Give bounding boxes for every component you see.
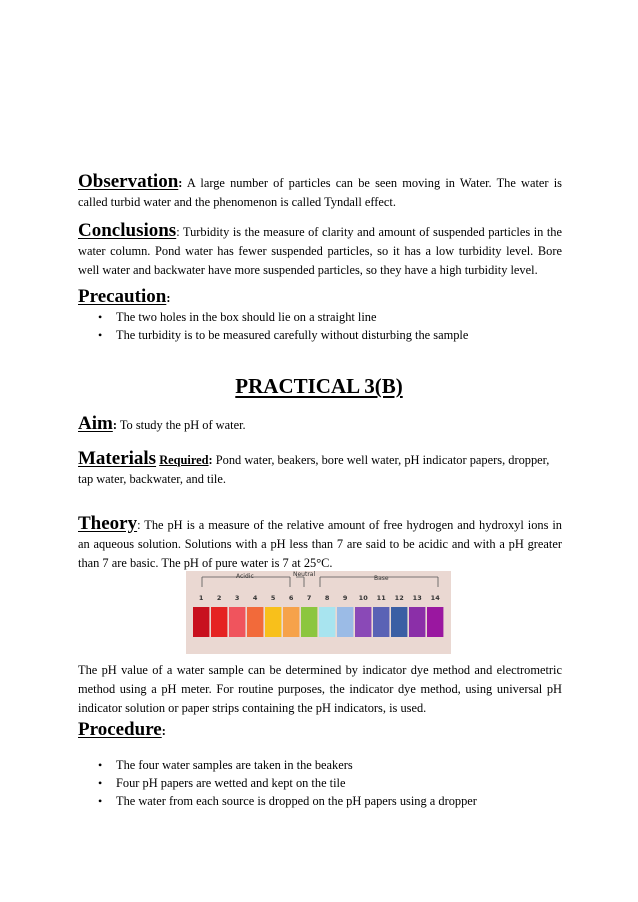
ph-swatch-4	[247, 607, 263, 637]
ph-swatch-9	[337, 607, 353, 637]
materials-text: Pond water, beakers, bore well water, pH indicator papers, dropper, tap water, backwater, and tile.	[78, 453, 550, 486]
ph-swatch-14	[427, 607, 443, 637]
ph-number-10: 10	[358, 594, 368, 602]
precaution-colon: :	[166, 291, 171, 305]
procedure-section	[78, 719, 562, 810]
procedure-item: • Four pH papers are wetted and kept on the tile	[78, 774, 562, 792]
procedure-item: • The water from each source is dropped on the pH papers using a dropper	[78, 792, 562, 810]
theory-paragraph	[78, 514, 562, 573]
aim-colon: :	[112, 418, 117, 432]
precaution-heading: Precaution	[78, 286, 167, 307]
ph-swatch-3	[229, 607, 245, 637]
procedure-heading: Procedure	[78, 719, 162, 740]
conclusions-text: : Turbidity is the measure of clarity and amount of suspended particles in the water column. Pond water has fewer suspended particles, so it has a low turbidity level. Bore well water and backwater have more suspended particles, so they have a high turbidity level.	[78, 225, 562, 277]
ph-number-4: 4	[252, 594, 258, 602]
ph-swatch-13	[409, 607, 425, 637]
precaution-item: • The turbidity is to be measured carefully without disturbing the sample	[78, 327, 562, 345]
ph-scale-svg	[186, 571, 451, 654]
ph-methods-paragraph: The pH value of a water sample can be determined by indicator dye method and electrometric method using a pH meter. For routine purposes, the indicator dye method, using universal pH indicator solution or paper strips containing the pH indicators, is used.	[78, 663, 562, 715]
ph-number-9: 9	[342, 594, 348, 602]
materials-subheading: Required	[159, 453, 209, 467]
ph-number-1: 1	[198, 594, 204, 602]
observation-heading: Observation	[78, 171, 179, 192]
aim-text: To study the pH of water.	[116, 418, 246, 432]
ph-number-2: 2	[216, 594, 222, 602]
ph-swatch-11	[373, 607, 389, 637]
ph-swatch-1	[193, 607, 209, 637]
conclusions-paragraph	[78, 221, 562, 280]
ph-swatch-2	[211, 607, 227, 637]
ph-swatch-5	[265, 607, 281, 637]
theory-heading: Theory	[78, 513, 138, 534]
observation-colon: :	[178, 176, 183, 190]
ph-number-5: 5	[270, 594, 276, 602]
ph-swatch-row	[193, 607, 443, 637]
base-label: Base	[374, 575, 389, 582]
ph-number-row	[199, 594, 440, 602]
aim-paragraph	[78, 414, 562, 435]
conclusions-section	[78, 221, 562, 280]
ph-number-13: 13	[412, 594, 422, 602]
ph-number-3: 3	[234, 594, 240, 602]
precaution-section	[78, 286, 562, 344]
precaution-item: • The two holes in the box should lie on a straight line	[78, 309, 562, 327]
materials-colon: :	[208, 453, 213, 467]
aim-heading: Aim	[78, 413, 113, 434]
precaution-list	[78, 309, 562, 344]
ph-number-14: 14	[430, 594, 440, 602]
ph-swatch-10	[355, 607, 371, 637]
procedure-colon: :	[161, 724, 166, 738]
ph-swatch-6	[283, 607, 299, 637]
ph-scale-chart	[186, 571, 451, 654]
observation-section	[78, 172, 562, 212]
ph-swatch-8	[319, 607, 335, 637]
observation-paragraph	[78, 172, 562, 212]
practical-title: PRACTICAL 3(B)	[235, 374, 403, 398]
ph-swatch-12	[391, 607, 407, 637]
ph-methods-section	[78, 661, 562, 718]
procedure-list	[78, 756, 562, 810]
theory-section	[78, 514, 562, 573]
ph-number-8: 8	[324, 594, 330, 602]
acidic-label: Acidic	[236, 573, 254, 580]
ph-number-6: 6	[288, 594, 294, 602]
aim-section	[78, 414, 562, 435]
materials-paragraph	[78, 449, 562, 489]
ph-number-7: 7	[306, 594, 312, 602]
observation-text: A large number of particles can be seen moving in Water. The water is called turbid water and the phenomenon is called Tyndall effect.	[78, 176, 562, 209]
conclusions-heading: Conclusions	[78, 220, 177, 241]
ph-number-11: 11	[376, 594, 386, 602]
neutral-label: Neutral	[293, 571, 316, 578]
procedure-title	[78, 719, 562, 742]
materials-section	[78, 449, 562, 489]
ph-number-12: 12	[394, 594, 404, 602]
materials-heading: Materials	[78, 448, 157, 469]
theory-text: : The pH is a measure of the relative amount of free hydrogen and hydroxyl ions in an aqueous solution. Solutions with a pH less than 7 are said to be acidic and with a pH greater than 7 are basic. The pH of pure water is 7 at 25°C.	[78, 518, 562, 570]
precaution-title	[78, 286, 562, 309]
procedure-item: • The four water samples are taken in the beakers	[78, 756, 562, 774]
ph-swatch-7	[301, 607, 317, 637]
